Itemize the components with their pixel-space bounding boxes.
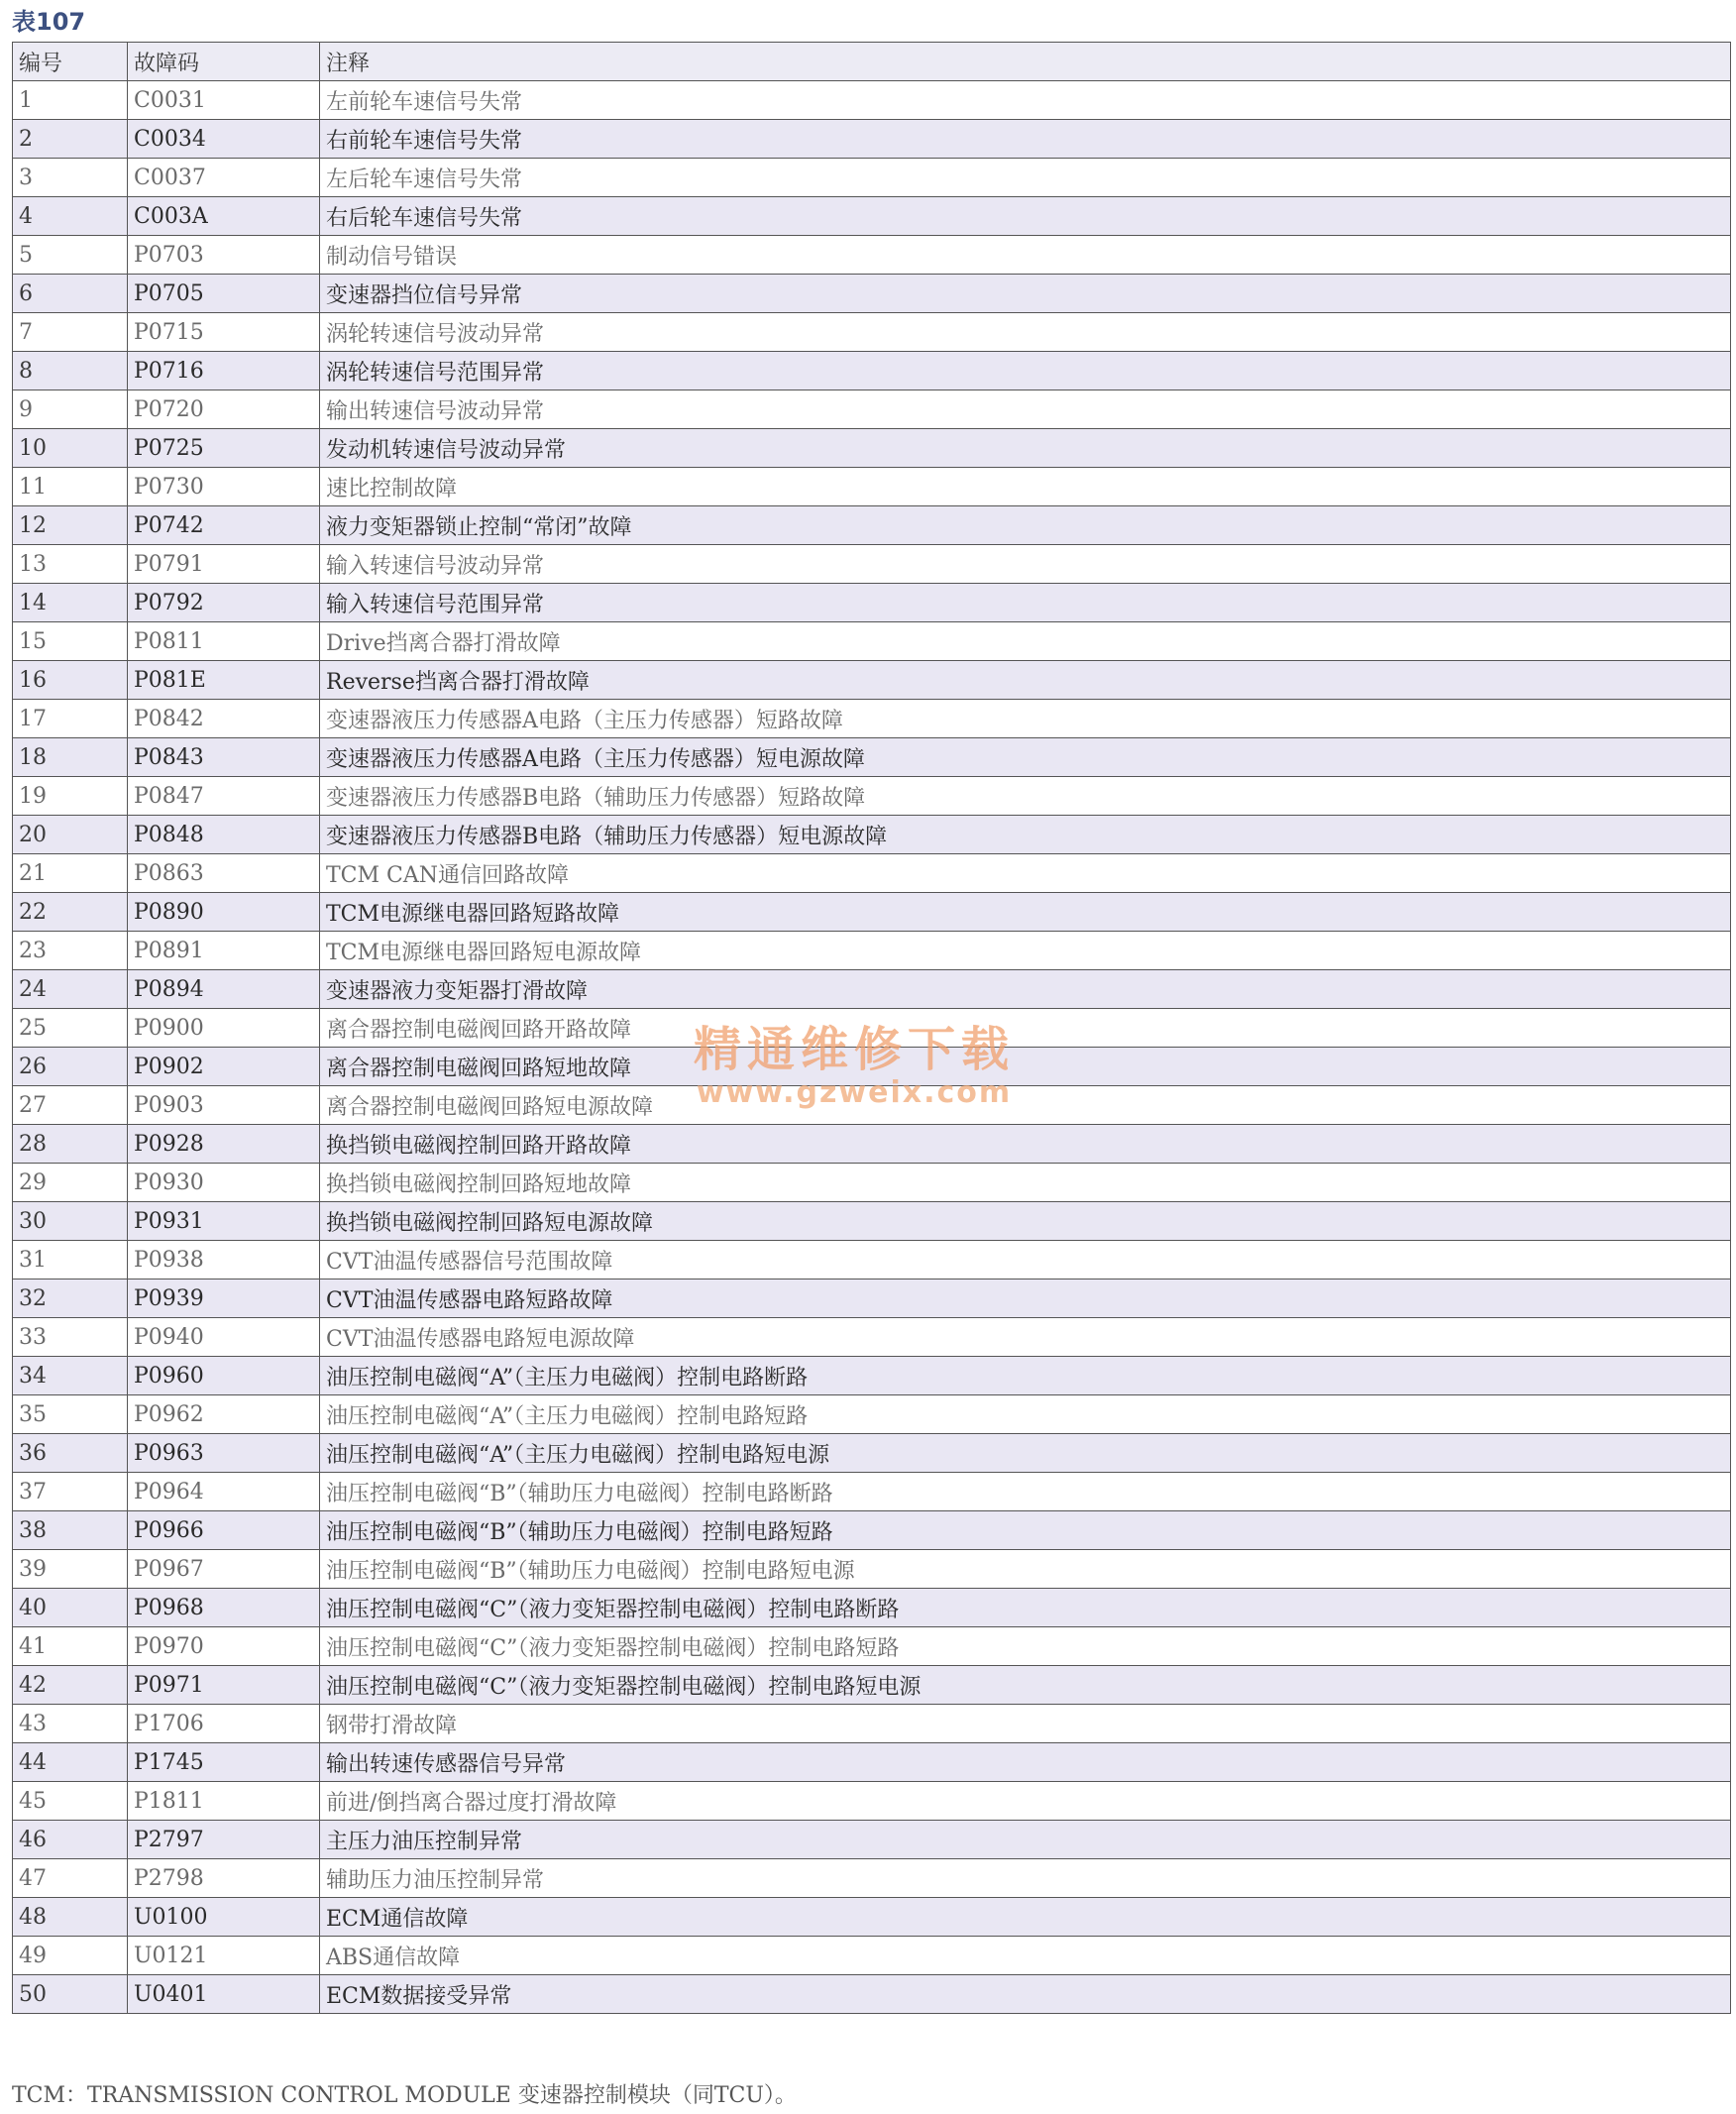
row-num: 47 <box>13 1859 128 1898</box>
table-row <box>13 1318 1731 1357</box>
row-code: P0967 <box>128 1550 320 1589</box>
row-note: 主压力油压控制异常 <box>320 1821 1731 1859</box>
table-row <box>13 1357 1731 1395</box>
row-code: C0034 <box>128 120 320 159</box>
table-row <box>13 816 1731 854</box>
row-num: 31 <box>13 1241 128 1280</box>
row-code: P0938 <box>128 1241 320 1280</box>
table-row <box>13 545 1731 584</box>
row-code: U0401 <box>128 1975 320 2014</box>
row-note: CVT油温传感器电路短路故障 <box>320 1280 1731 1318</box>
row-code: P0716 <box>128 352 320 390</box>
row-note: 钢带打滑故障 <box>320 1705 1731 1743</box>
row-note: 变速器液压力传感器B电路（辅助压力传感器）短电源故障 <box>320 816 1731 854</box>
table-row <box>13 1280 1731 1318</box>
row-note: 油压控制电磁阀“C”（液力变矩器控制电磁阀）控制电路短电源 <box>320 1666 1731 1705</box>
row-code: C0037 <box>128 159 320 197</box>
fault-code-table <box>12 42 1731 2014</box>
table-row <box>13 429 1731 468</box>
row-note: 油压控制电磁阀“B”（辅助压力电磁阀）控制电路短电源 <box>320 1550 1731 1589</box>
row-num: 46 <box>13 1821 128 1859</box>
table-row <box>13 1821 1731 1859</box>
table-row <box>13 1550 1731 1589</box>
row-num: 28 <box>13 1125 128 1164</box>
row-note: 输入转速信号波动异常 <box>320 545 1731 584</box>
row-num: 40 <box>13 1589 128 1627</box>
row-num: 2 <box>13 120 128 159</box>
row-num: 4 <box>13 197 128 236</box>
row-note: 右前轮车速信号失常 <box>320 120 1731 159</box>
row-code: P0843 <box>128 738 320 777</box>
table-row <box>13 584 1731 622</box>
table-row <box>13 1666 1731 1705</box>
table-header-row <box>13 43 1731 81</box>
row-code: P0900 <box>128 1009 320 1048</box>
row-note: 变速器挡位信号异常 <box>320 275 1731 313</box>
row-note: 前进/倒挡离合器过度打滑故障 <box>320 1782 1731 1821</box>
row-num: 42 <box>13 1666 128 1705</box>
row-code: U0100 <box>128 1898 320 1937</box>
row-num: 10 <box>13 429 128 468</box>
row-code: P1706 <box>128 1705 320 1743</box>
table-row <box>13 313 1731 352</box>
table-row <box>13 1511 1731 1550</box>
table-row <box>13 1859 1731 1898</box>
table-row <box>13 1164 1731 1202</box>
row-code: C003A <box>128 197 320 236</box>
row-note: 液力变矩器锁止控制“常闭”故障 <box>320 506 1731 545</box>
table-row <box>13 1202 1731 1241</box>
row-code: P0703 <box>128 236 320 275</box>
table-title: 表107 <box>12 8 86 36</box>
row-note: ECM通信故障 <box>320 1898 1731 1937</box>
row-note: 油压控制电磁阀“C”（液力变矩器控制电磁阀）控制电路短路 <box>320 1627 1731 1666</box>
row-num: 41 <box>13 1627 128 1666</box>
row-code: U0121 <box>128 1937 320 1975</box>
row-note: 左后轮车速信号失常 <box>320 159 1731 197</box>
row-note: CVT油温传感器电路短电源故障 <box>320 1318 1731 1357</box>
row-num: 34 <box>13 1357 128 1395</box>
row-num: 27 <box>13 1086 128 1125</box>
row-num: 24 <box>13 970 128 1009</box>
row-code: P0792 <box>128 584 320 622</box>
row-num: 26 <box>13 1048 128 1086</box>
row-code: P0720 <box>128 390 320 429</box>
row-note: TCM电源继电器回路短电源故障 <box>320 932 1731 970</box>
row-note: 左前轮车速信号失常 <box>320 81 1731 120</box>
row-num: 14 <box>13 584 128 622</box>
row-num: 18 <box>13 738 128 777</box>
row-note: 涡轮转速信号范围异常 <box>320 352 1731 390</box>
table-row <box>13 120 1731 159</box>
row-code: P0930 <box>128 1164 320 1202</box>
row-note: 涡轮转速信号波动异常 <box>320 313 1731 352</box>
row-code: P0890 <box>128 893 320 932</box>
table-row <box>13 468 1731 506</box>
table-row <box>13 352 1731 390</box>
row-num: 36 <box>13 1434 128 1473</box>
footnote: TCM：TRANSMISSION CONTROL MODULE 变速器控制模块（同TCU）。 <box>12 2083 797 2108</box>
row-num: 38 <box>13 1511 128 1550</box>
row-num: 22 <box>13 893 128 932</box>
row-note: 发动机转速信号波动异常 <box>320 429 1731 468</box>
row-num: 15 <box>13 622 128 661</box>
row-code: P0848 <box>128 816 320 854</box>
table-row <box>13 1898 1731 1937</box>
table-row <box>13 1086 1731 1125</box>
table-row <box>13 1048 1731 1086</box>
row-note: 油压控制电磁阀“A”（主压力电磁阀）控制电路断路 <box>320 1357 1731 1395</box>
table-row <box>13 1627 1731 1666</box>
row-code: P0964 <box>128 1473 320 1511</box>
row-note: 速比控制故障 <box>320 468 1731 506</box>
row-note: 输出转速信号波动异常 <box>320 390 1731 429</box>
table-row <box>13 1241 1731 1280</box>
row-num: 3 <box>13 159 128 197</box>
row-num: 8 <box>13 352 128 390</box>
row-num: 11 <box>13 468 128 506</box>
row-code: P0725 <box>128 429 320 468</box>
row-note: 变速器液压力传感器B电路（辅助压力传感器）短路故障 <box>320 777 1731 816</box>
row-code: P0791 <box>128 545 320 584</box>
row-num: 19 <box>13 777 128 816</box>
row-code: P0968 <box>128 1589 320 1627</box>
row-code: P0960 <box>128 1357 320 1395</box>
row-note: 变速器液压力传感器A电路（主压力传感器）短电源故障 <box>320 738 1731 777</box>
row-note: 输入转速信号范围异常 <box>320 584 1731 622</box>
row-num: 37 <box>13 1473 128 1511</box>
row-code: P0928 <box>128 1125 320 1164</box>
row-num: 32 <box>13 1280 128 1318</box>
table-row <box>13 700 1731 738</box>
row-note: TCM CAN通信回路故障 <box>320 854 1731 893</box>
row-note: 油压控制电磁阀“C”（液力变矩器控制电磁阀）控制电路断路 <box>320 1589 1731 1627</box>
row-num: 29 <box>13 1164 128 1202</box>
row-code: P0971 <box>128 1666 320 1705</box>
table-row <box>13 854 1731 893</box>
row-num: 5 <box>13 236 128 275</box>
row-num: 33 <box>13 1318 128 1357</box>
row-note: 右后轮车速信号失常 <box>320 197 1731 236</box>
row-code: P2798 <box>128 1859 320 1898</box>
row-note: 油压控制电磁阀“B”（辅助压力电磁阀）控制电路短路 <box>320 1511 1731 1550</box>
row-code: P0742 <box>128 506 320 545</box>
table-row <box>13 236 1731 275</box>
row-code: P0891 <box>128 932 320 970</box>
table-row <box>13 1434 1731 1473</box>
row-note: CVT油温传感器信号范围故障 <box>320 1241 1731 1280</box>
row-code: P0730 <box>128 468 320 506</box>
table-row <box>13 1125 1731 1164</box>
table-row <box>13 159 1731 197</box>
row-code: P2797 <box>128 1821 320 1859</box>
table-row <box>13 1473 1731 1511</box>
row-num: 6 <box>13 275 128 313</box>
row-note: 制动信号错误 <box>320 236 1731 275</box>
row-num: 50 <box>13 1975 128 2014</box>
table-body <box>13 81 1731 2014</box>
row-code: P0970 <box>128 1627 320 1666</box>
row-note: 油压控制电磁阀“A”（主压力电磁阀）控制电路短路 <box>320 1395 1731 1434</box>
row-code: P0894 <box>128 970 320 1009</box>
row-note: 输出转速传感器信号异常 <box>320 1743 1731 1782</box>
row-code: P1745 <box>128 1743 320 1782</box>
table-row <box>13 1395 1731 1434</box>
row-code: P0705 <box>128 275 320 313</box>
row-note: 变速器液力变矩器打滑故障 <box>320 970 1731 1009</box>
row-code: P0863 <box>128 854 320 893</box>
row-note: 换挡锁电磁阀控制回路短电源故障 <box>320 1202 1731 1241</box>
row-num: 12 <box>13 506 128 545</box>
row-num: 43 <box>13 1705 128 1743</box>
row-code: P0811 <box>128 622 320 661</box>
row-num: 17 <box>13 700 128 738</box>
row-note: Reverse挡离合器打滑故障 <box>320 661 1731 700</box>
row-num: 1 <box>13 81 128 120</box>
header-num: 编号 <box>13 43 128 81</box>
table-row <box>13 1009 1731 1048</box>
row-num: 23 <box>13 932 128 970</box>
watermark-url: www.gzweix.com <box>696 1075 1013 1110</box>
row-note: ECM数据接受异常 <box>320 1975 1731 2014</box>
watermark-title: 精通维修下载 <box>694 1022 1016 1077</box>
row-code: P0963 <box>128 1434 320 1473</box>
row-num: 44 <box>13 1743 128 1782</box>
row-note: ABS通信故障 <box>320 1937 1731 1975</box>
row-num: 16 <box>13 661 128 700</box>
row-code: P0966 <box>128 1511 320 1550</box>
row-code: P0715 <box>128 313 320 352</box>
row-note: 换挡锁电磁阀控制回路短地故障 <box>320 1164 1731 1202</box>
table-row <box>13 1589 1731 1627</box>
row-note: 变速器液压力传感器A电路（主压力传感器）短路故障 <box>320 700 1731 738</box>
row-code: P0940 <box>128 1318 320 1357</box>
row-note: 油压控制电磁阀“B”（辅助压力电磁阀）控制电路断路 <box>320 1473 1731 1511</box>
row-num: 45 <box>13 1782 128 1821</box>
table-row <box>13 506 1731 545</box>
table-row <box>13 1975 1731 2014</box>
row-num: 48 <box>13 1898 128 1937</box>
table-row <box>13 893 1731 932</box>
table-row <box>13 738 1731 777</box>
row-num: 13 <box>13 545 128 584</box>
row-num: 49 <box>13 1937 128 1975</box>
row-note: 离合器控制电磁阀回路短地故障 <box>320 1048 1731 1086</box>
table-row <box>13 1743 1731 1782</box>
table-row <box>13 1782 1731 1821</box>
row-code: P0931 <box>128 1202 320 1241</box>
row-note: Drive挡离合器打滑故障 <box>320 622 1731 661</box>
row-note: 离合器控制电磁阀回路短电源故障 <box>320 1086 1731 1125</box>
row-num: 39 <box>13 1550 128 1589</box>
row-note: 离合器控制电磁阀回路开路故障 <box>320 1009 1731 1048</box>
row-num: 20 <box>13 816 128 854</box>
table-row <box>13 197 1731 236</box>
table-row <box>13 622 1731 661</box>
table-row <box>13 932 1731 970</box>
row-num: 25 <box>13 1009 128 1048</box>
row-code: P1811 <box>128 1782 320 1821</box>
row-code: P0939 <box>128 1280 320 1318</box>
row-code: P0842 <box>128 700 320 738</box>
table-row <box>13 777 1731 816</box>
header-note: 注释 <box>320 43 1731 81</box>
table-row <box>13 1705 1731 1743</box>
row-note: 辅助压力油压控制异常 <box>320 1859 1731 1898</box>
row-code: P081E <box>128 661 320 700</box>
row-num: 7 <box>13 313 128 352</box>
row-code: P0903 <box>128 1086 320 1125</box>
row-num: 35 <box>13 1395 128 1434</box>
row-note: 换挡锁电磁阀控制回路开路故障 <box>320 1125 1731 1164</box>
row-code: C0031 <box>128 81 320 120</box>
table-row <box>13 390 1731 429</box>
table-row <box>13 1937 1731 1975</box>
table-row <box>13 275 1731 313</box>
row-code: P0962 <box>128 1395 320 1434</box>
row-code: P0902 <box>128 1048 320 1086</box>
row-num: 9 <box>13 390 128 429</box>
row-note: TCM电源继电器回路短路故障 <box>320 893 1731 932</box>
table-row <box>13 661 1731 700</box>
table-row <box>13 81 1731 120</box>
row-num: 21 <box>13 854 128 893</box>
table-row <box>13 970 1731 1009</box>
row-code: P0847 <box>128 777 320 816</box>
header-code: 故障码 <box>128 43 320 81</box>
row-note: 油压控制电磁阀“A”（主压力电磁阀）控制电路短电源 <box>320 1434 1731 1473</box>
row-num: 30 <box>13 1202 128 1241</box>
